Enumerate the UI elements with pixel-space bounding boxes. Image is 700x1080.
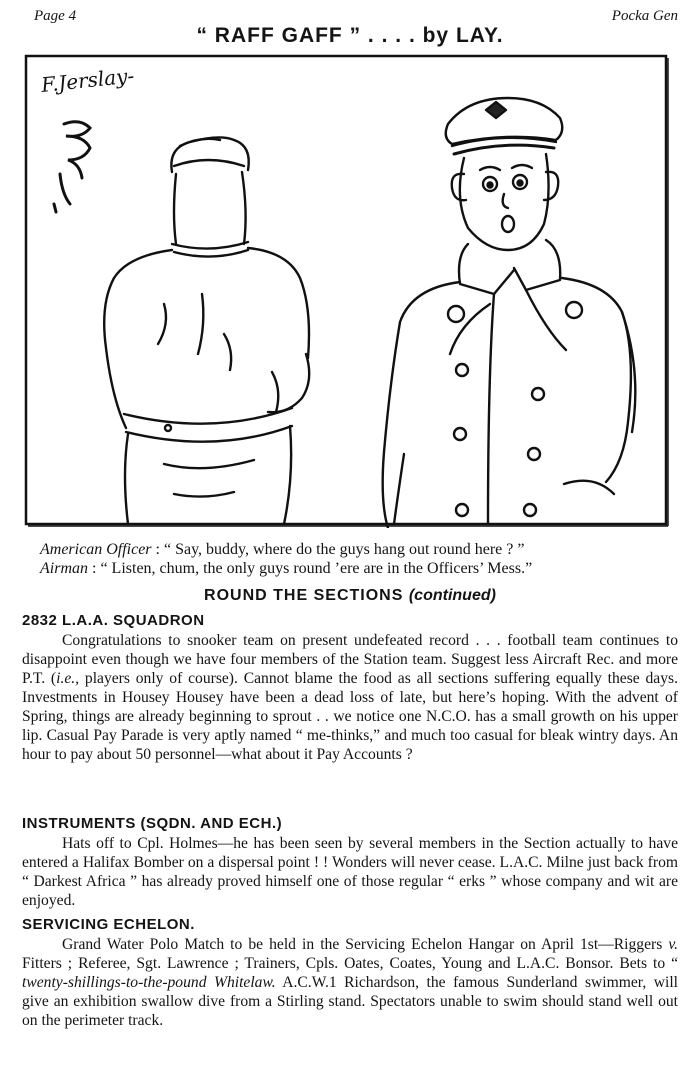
cartoon-frame bbox=[26, 56, 666, 524]
article-heading: 2832 L.A.A. SQUADRON bbox=[22, 612, 205, 629]
article-text: A.C.W.1 Richardson, the famous Sunderland swimmer, will give an exhibition swallow dive from a Stirling stand. Spectators unable to swim should stand well out on the perimeter track. bbox=[22, 974, 678, 1029]
cartoon-illustration bbox=[24, 54, 670, 528]
caption-text: “ Listen, chum, the only guys round ’ere are in the Officers’ Mess.” bbox=[100, 560, 533, 577]
cartoon-signature: F.Jerslay- bbox=[40, 63, 136, 97]
article-text: Fitters ; Referee, Sgt. Lawrence ; Trainers, Cpls. Oates, Coates, Young and L.A.C. Bonsor. Bets to “ bbox=[22, 955, 678, 972]
caption-speaker: Airman bbox=[40, 560, 88, 577]
article-text-italic: i.e., bbox=[56, 670, 80, 687]
caption-text: “ Say, buddy, where do the guys hang out round here ? ” bbox=[163, 541, 525, 558]
article-text: players only of course). Cannot blame the food as all sections suffering equally these days. Investments in Housey Housey have been a dead loss of late, but here’s hoping. With the advent of Spring, things are already beginning to sprout . . we notice one N.C.O. has a small growth on his upper lip. Casual Pay Parade is very aptly named “ me-thinks,” and much too casual for bleak wintry days. An hour to pay about 50 personnel—what about it Pay Accounts ? bbox=[22, 670, 678, 763]
article-text-italic: v. bbox=[668, 936, 678, 953]
article-body bbox=[22, 631, 678, 764]
article-text-italic: twenty-shillings-to-the-pound Whitelaw. bbox=[22, 974, 276, 991]
caption-speaker: American Officer bbox=[40, 541, 152, 558]
article-body bbox=[22, 935, 678, 1030]
section-continued: (continued) bbox=[408, 587, 496, 604]
article-heading: INSTRUMENTS (SQDN. AND ECH.) bbox=[22, 815, 283, 832]
page-number: Page 4 bbox=[34, 8, 77, 24]
cartoon-caption bbox=[40, 540, 680, 578]
section-heading bbox=[0, 587, 700, 605]
article-heading: SERVICING ECHELON. bbox=[22, 916, 195, 933]
publication-name: Pocka Gen bbox=[611, 8, 678, 24]
page-title: “ RAFF GAFF ” . . . . by LAY. bbox=[196, 24, 504, 47]
article-body bbox=[22, 834, 678, 910]
article-text: Grand Water Polo Match to be held in the Servicing Echelon Hangar on April 1st—Riggers bbox=[62, 936, 669, 953]
caption-line-airman: Airman : “ Listen, chum, the only guys round ’ere are in the Officers’ Mess.” bbox=[40, 560, 533, 577]
caption-line-officer: American Officer : “ Say, buddy, where do the guys hang out round here ? ” bbox=[40, 541, 525, 558]
section-title: ROUND THE SECTIONS bbox=[204, 587, 404, 604]
article-text: Hats off to Cpl. Holmes—he has been seen by several members in the Section actually to have entered a Halifax Bomber on a dispersal point ! ! Wonders will never cease. L.A.C. Milne just back from “ Darkest Africa ” has already proved himself one of those regular “ erks ” whose company and wit are enjoyed. bbox=[22, 835, 678, 909]
article-text: Congratulations to snooker team on present undefeated record . . . football team continues to disappoint even though we have four members of the Station team. Suggest less Aircraft Rec. and more P.T. ( bbox=[22, 632, 678, 687]
